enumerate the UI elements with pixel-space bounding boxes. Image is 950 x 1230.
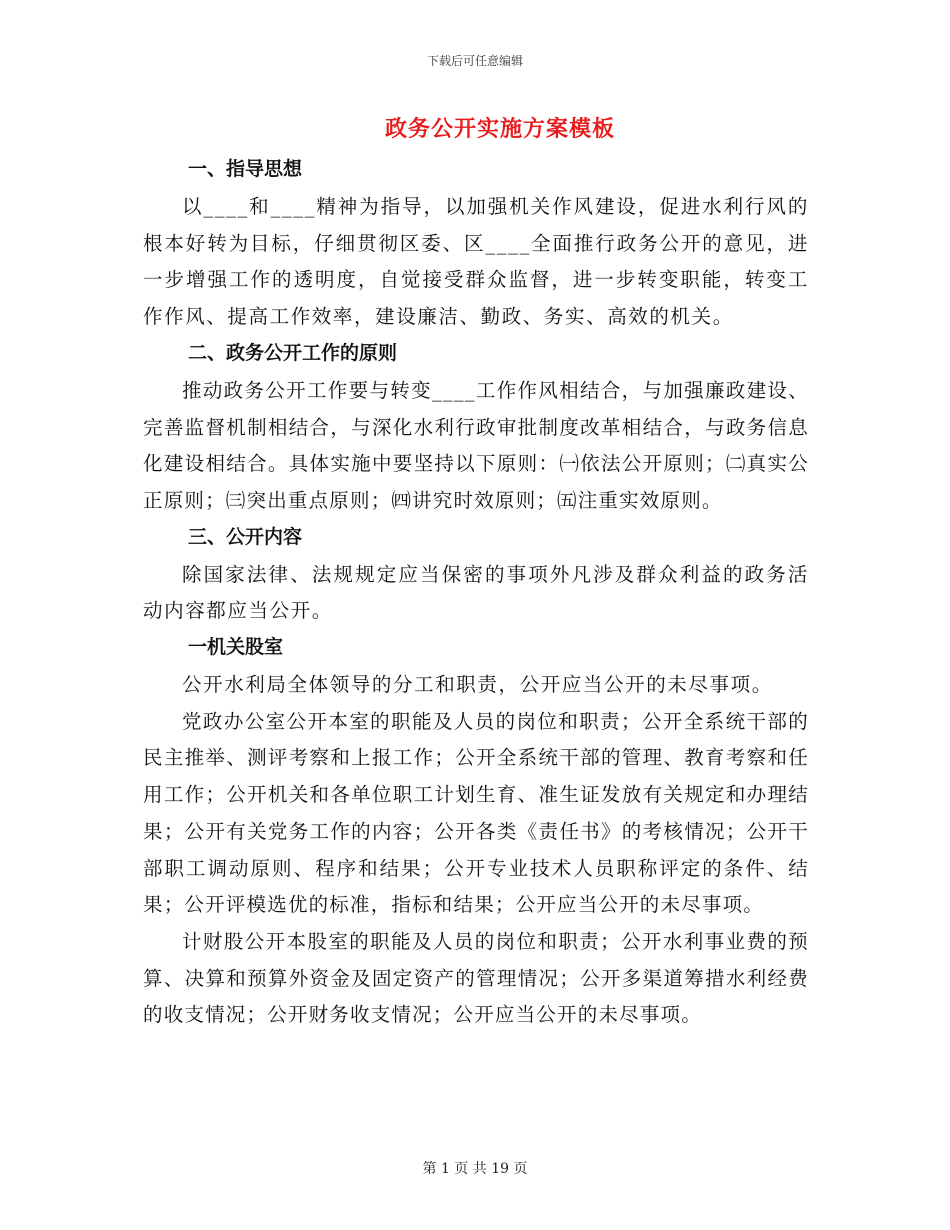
document-body <box>143 152 809 1034</box>
paragraph-finance-office: 计财股公开本股室的职能及人员的岗位和职责；公开水利事业费的预算、决算和预算外资金及固定资产的管理情况；公开多渠道筹措水利经费的收支情况；公开财务收支情况；公开应当公开的未尽事项。 <box>143 929 809 1027</box>
section-heading-agency-offices: 一机关股室 <box>188 636 284 659</box>
document-title: 政务公开实施方案模板 <box>384 116 615 142</box>
paragraph-leadership-duties: 公开水利局全体领导的分工和职责，公开应当公开的未尽事项。 <box>182 673 773 697</box>
section-heading-guiding-ideology: 一、指导思想 <box>188 158 303 180</box>
section-heading-public-content: 三、公开内容 <box>188 525 303 548</box>
header-note: 下载后可任意编辑 <box>426 54 523 68</box>
paragraph-principles: 推动政务公开工作要与转变____工作作风相结合，与加强廉政建设、完善监督机制相结合，与深化水利行政审批制度改革相结合，与政务信息化建设相结合。具体实施中要坚持以下原则：㈠依法公开原则；㈡真实公正原则；㈢突出重点原则；㈣讲究时效原则；㈤注重实效原则。 <box>143 378 809 512</box>
paragraph-public-content: 除国家法律、法规规定应当保密的事项外凡涉及群众利益的政务活动内容都应当公开。 <box>143 562 809 623</box>
paragraph-party-office: 党政办公室公开本室的职能及人员的岗位和职责；公开全系统干部的民主推举、测评考察和上报工作；公开全系统干部的管理、教育考察和任用工作；公开机关和各单位职工计划生育、准生证发放有关规定和办理结果；公开有关党务工作的内容；公开各类《责任书》的考核情况；公开干部职工调动原则、程序和结果；公开专业技术人员职称评定的条件、结果；公开评模选优的标准，指标和结果；公开应当公开的未尽事项。 <box>143 709 809 917</box>
section-heading-principles: 二、政务公开工作的原则 <box>188 341 398 364</box>
page-number-footer: 第 1 页 共 19 页 <box>422 1161 528 1177</box>
paragraph-guiding-ideology: 以____和____精神为指导，以加强机关作风建设，促进水利行风的根本好转为目标，仔细贯彻区委、区____全面推行政务公开的意见，进一步增强工作的透明度，自觉接受群众监督，进一步转变职能，转变工作作风、提高工作效率，建设廉洁、勤政、务实、高效的机关。 <box>143 195 809 329</box>
